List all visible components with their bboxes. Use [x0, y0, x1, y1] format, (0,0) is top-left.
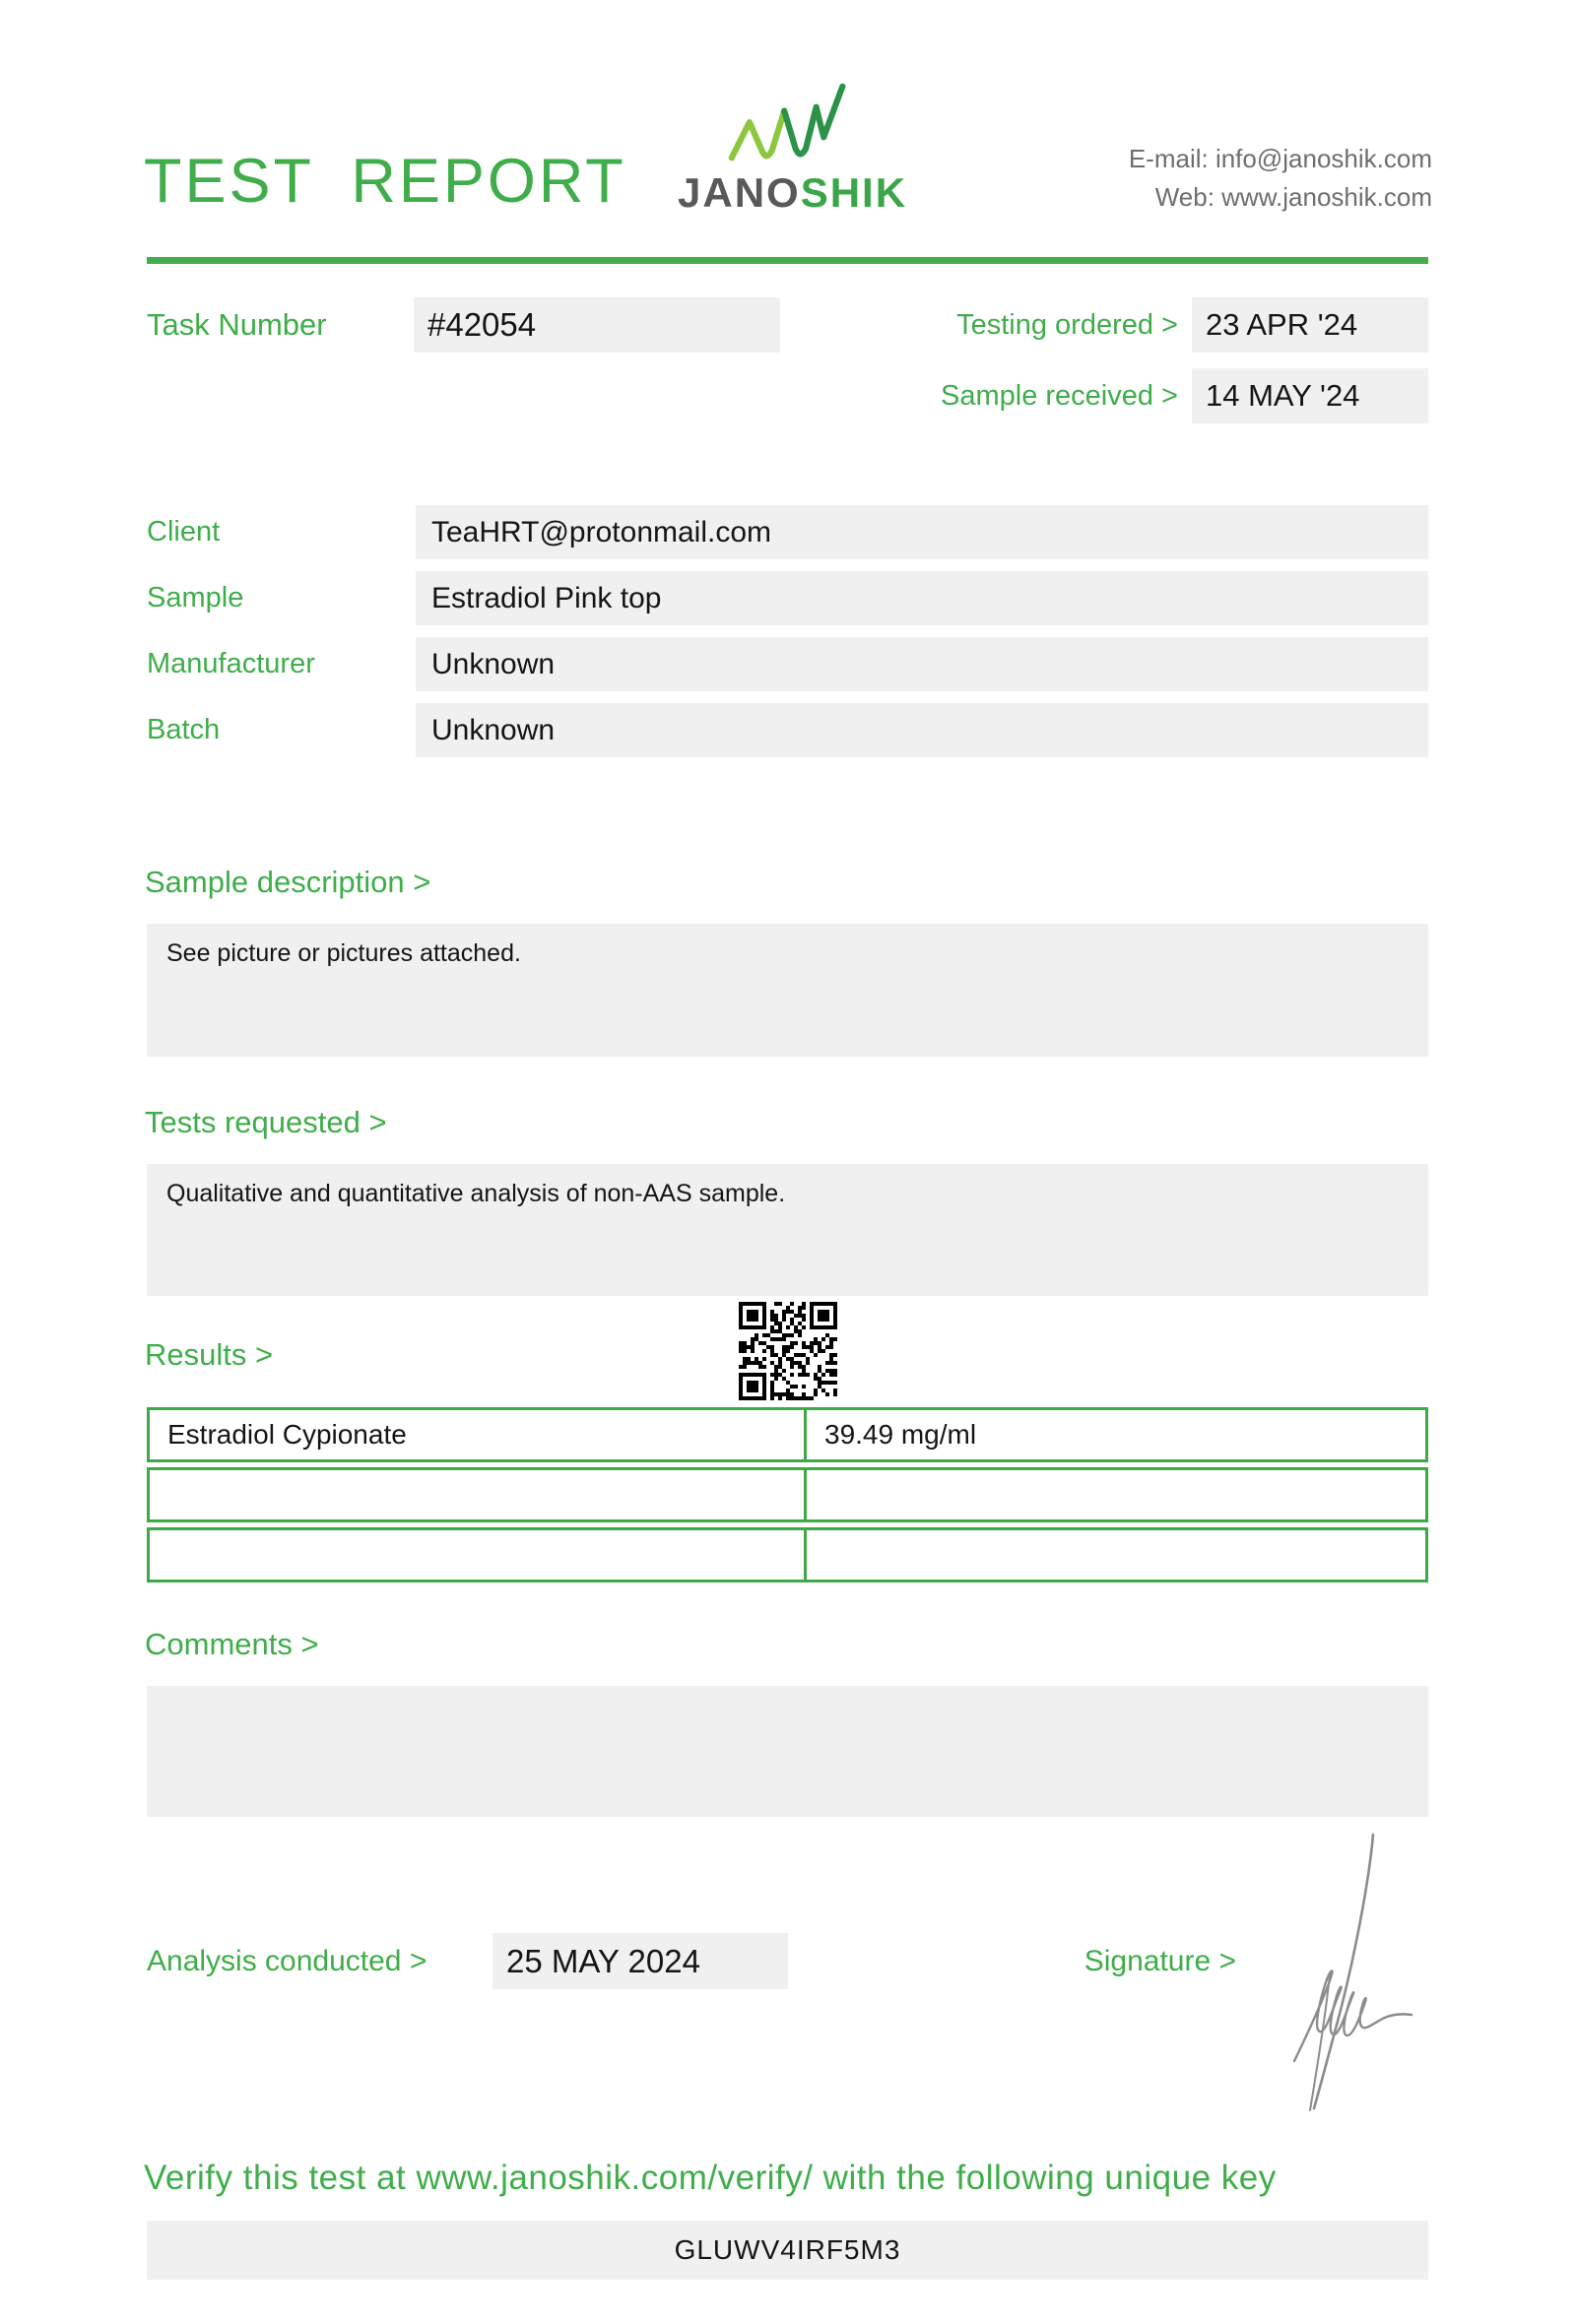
page-title: TEST REPORT: [144, 147, 626, 216]
logo-wordmark-green: SHIK: [800, 169, 908, 216]
sample-description-heading: Sample description >: [145, 865, 431, 899]
table-row: [147, 1467, 1428, 1522]
tests-requested-box: [147, 1164, 1428, 1296]
comments-box: [147, 1686, 1428, 1817]
client-label: Client: [147, 516, 221, 548]
contact-email: E-mail: info@janoshik.com: [1128, 144, 1432, 173]
analysis-date-value: 25 MAY 2024: [492, 1933, 788, 1989]
result-analyte-cell: [147, 1527, 804, 1582]
table-row: [147, 1407, 1428, 1462]
sample-description-box: [147, 924, 1428, 1057]
result-value-cell: [804, 1527, 1428, 1582]
sample-received-value: 14 MAY '24: [1192, 368, 1428, 423]
results-heading: Results >: [145, 1337, 274, 1372]
task-number-label: Task Number: [147, 307, 327, 342]
header-divider: [147, 257, 1428, 264]
signature-label: Signature >: [1084, 1945, 1236, 1977]
growth-chart-icon: [678, 83, 898, 163]
contact-block: [1129, 140, 1432, 217]
testing-ordered-label: Testing ordered >: [956, 309, 1178, 341]
testing-ordered-value: 23 APR '24: [1192, 297, 1428, 353]
results-table: [147, 1402, 1428, 1587]
unique-key-value: GLUWV4IRF5M3: [147, 2221, 1428, 2280]
qr-code: [739, 1302, 837, 1400]
tests-requested-text: Qualitative and quantitative analysis of non-AAS sample.: [166, 1180, 786, 1207]
logo-wordmark-gray: JANO: [678, 169, 801, 216]
result-value-cell: [804, 1467, 1428, 1522]
analysis-conducted-label: Analysis conducted >: [147, 1945, 427, 1977]
manufacturer-value: Unknown: [416, 637, 1428, 691]
batch-value: Unknown: [416, 703, 1428, 757]
table-row: [147, 1527, 1428, 1582]
logo-wordmark: [678, 169, 908, 217]
result-analyte-cell: Estradiol Cypionate: [147, 1407, 804, 1462]
result-analyte-cell: [147, 1467, 804, 1522]
sample-description-text: See picture or pictures attached.: [166, 939, 521, 967]
client-value: TeaHRT@protonmail.com: [416, 505, 1428, 559]
manufacturer-label: Manufacturer: [147, 648, 315, 679]
sample-received-label: Sample received >: [941, 380, 1178, 412]
sample-label: Sample: [147, 582, 244, 613]
sample-value: Estradiol Pink top: [416, 571, 1428, 625]
tests-requested-heading: Tests requested >: [145, 1105, 387, 1139]
janoshik-logo: [678, 83, 908, 217]
result-value-cell: 39.49 mg/ml: [804, 1407, 1428, 1462]
comments-heading: Comments >: [145, 1627, 319, 1661]
verify-instruction: Verify this test at www.janoshik.com/verify/ with the following unique key: [144, 2159, 1277, 2197]
batch-label: Batch: [147, 714, 221, 745]
contact-web: Web: www.janoshik.com: [1154, 182, 1432, 212]
task-number-value: #42054: [414, 297, 780, 353]
